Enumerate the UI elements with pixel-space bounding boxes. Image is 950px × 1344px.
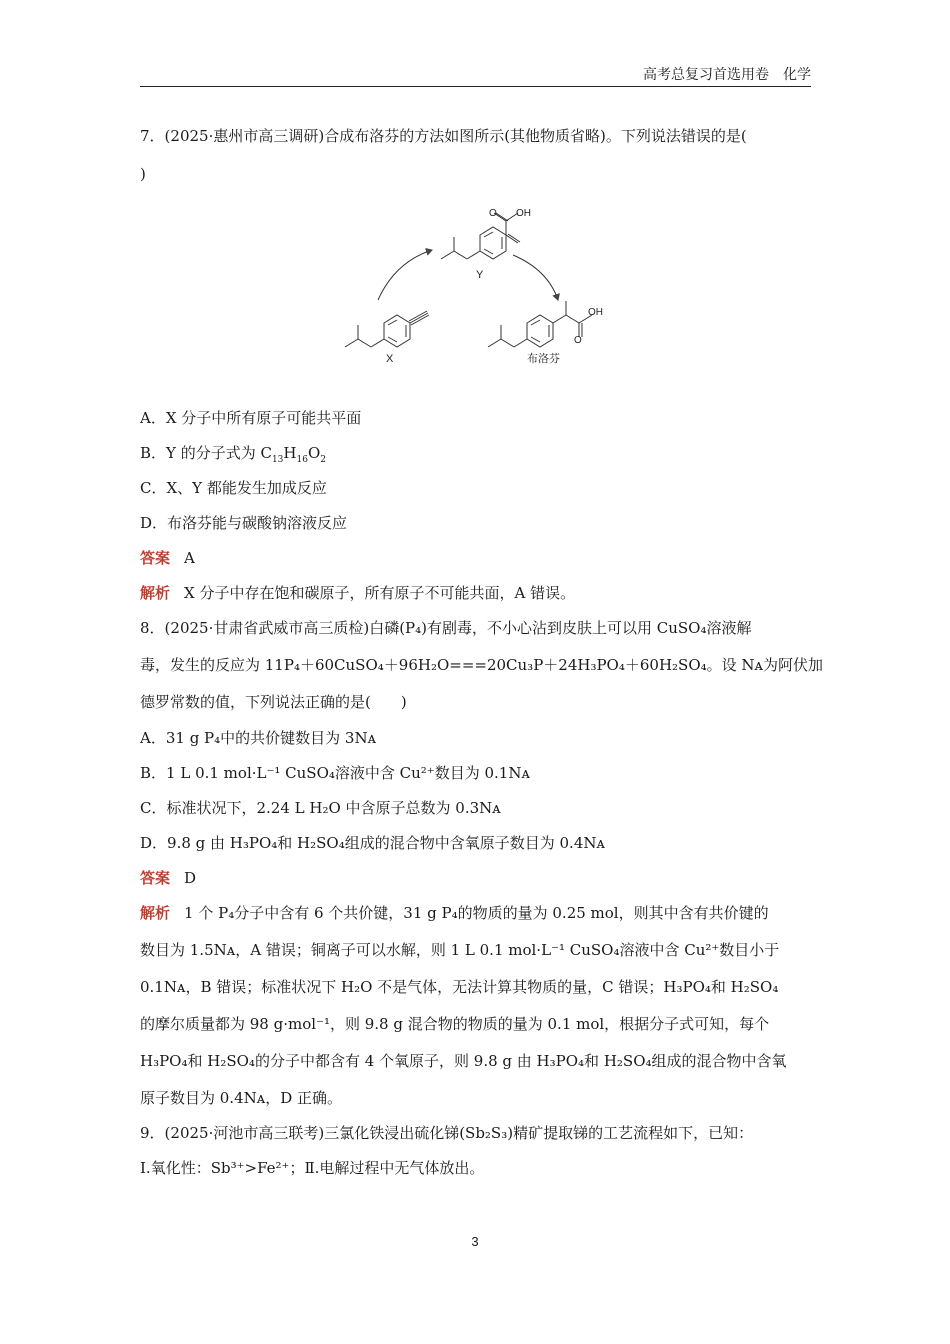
ibuprofen-o-label: O (574, 335, 582, 346)
q8-analysis-line6: 原子数目为 0.4Nᴀ，D 正确。 (140, 1089, 343, 1107)
q7-analysis: 解析 X 分子中存在饱和碳原子，所有原子不可能共面，A 错误。 (140, 584, 576, 602)
q7-option-a: A．X 分子中所有原子可能共平面 (140, 409, 362, 427)
y-oh-label: OH (516, 208, 531, 219)
page-header (140, 66, 811, 87)
q7-option-c: C．X、Y 都能发生加成反应 (140, 479, 327, 497)
q8-option-b: B．1 L 0.1 mol·L⁻¹ CuSO₄溶液中含 Cu²⁺数目为 0.1Nᴀ (140, 764, 530, 782)
q7-stem-line2: ) (140, 165, 146, 183)
q7-option-b: B．Y 的分子式为 $C_{13}H_{16}O_2$ (140, 444, 326, 465)
label-y: Y (476, 269, 484, 281)
q8-answer: 答案 D (140, 869, 197, 887)
q8-option-a: A．31 g P₄中的共价键数目为 3Nᴀ (140, 729, 377, 747)
q7-answer: 答案 A (140, 549, 195, 567)
q8-analysis-line3: 0.1Nᴀ，B 错误；标准状况下 H₂O 不是气体，无法计算其物质的量，C 错误；H₃PO₄和 H₂SO₄ (140, 978, 779, 996)
q8-analysis-line5: H₃PO₄和 H₂SO₄的分子中都含有 4 个氧原子，则 9.8 g 由 H₃PO₄和 H₂SO₄组成的混合物中含氧 (140, 1052, 787, 1070)
q8-option-c: C．标准状况下，2.24 L H₂O 中含原子总数为 0.3Nᴀ (140, 799, 501, 817)
arrow-x-to-y (378, 250, 432, 300)
q7-stem-line1: 7．(2025·惠州市高三调研)合成布洛芬的方法如图所示(其他物质省略)。下列说法错误的是( (140, 127, 747, 145)
analysis-label: 解析 (140, 584, 171, 602)
q9-stem-line2: Ⅰ.氧化性：Sb³⁺>Fe²⁺；Ⅱ.电解过程中无气体放出。 (140, 1159, 485, 1177)
q8-analysis-line2: 数目为 1.5Nᴀ，A 错误；铜离子可以水解，则 1 L 0.1 mol·L⁻¹ CuSO₄溶液中含 Cu²⁺数目小于 (140, 941, 780, 959)
page-number: 3 (471, 1234, 479, 1249)
answer-label: 答案 (140, 549, 171, 567)
q8-option-d: D．9.8 g 由 H₃PO₄和 H₂SO₄组成的混合物中含氧原子数目为 0.4Nᴀ (140, 834, 605, 852)
q9-stem-line1: 9．(2025·河池市高三联考)三氯化铁浸出硫化锑(Sb₂S₃)精矿提取锑的工艺流程如下，已知： (140, 1124, 754, 1142)
answer-label: 答案 (140, 869, 171, 887)
analysis-label: 解析 (140, 904, 171, 922)
q8-analysis-line1: 解析 1 个 P₄分子中含有 6 个共价键，31 g P₄的物质的量为 0.25 mol，则其中含有共价键的 (140, 904, 769, 922)
y-o-label: O (489, 208, 497, 219)
q8-stem-line2: 毒，发生的反应为 11P₄＋60CuSO₄＋96H₂O===20Cu₃P＋24H₃PO₄＋60H₂SO₄。设 Nᴀ为阿伏加 (140, 656, 824, 674)
q7-option-d: D．布洛芬能与碳酸钠溶液反应 (140, 514, 348, 532)
label-x: X (386, 353, 394, 365)
q7-reaction-figure (330, 195, 630, 375)
label-ibuprofen: 布洛芬 (527, 353, 560, 365)
ibuprofen-oh-label: OH (588, 307, 603, 318)
arrow-y-to-ibuprofen (513, 255, 558, 300)
q8-stem-line1: 8．(2025·甘肃省武威市高三质检)白磷(P₄)有剧毒，不小心沾到皮肤上可以用 CuSO₄溶液解 (140, 619, 752, 637)
q8-analysis-line4: 的摩尔质量都为 98 g·mol⁻¹，则 9.8 g 混合物的物质的量为 0.1 mol，根据分子式可知，每个 (140, 1015, 770, 1033)
q8-stem-line3: 德罗常数的值，下列说法正确的是( ) (140, 693, 407, 711)
header-title: 高考总复习首选用卷 化学 (643, 67, 811, 83)
